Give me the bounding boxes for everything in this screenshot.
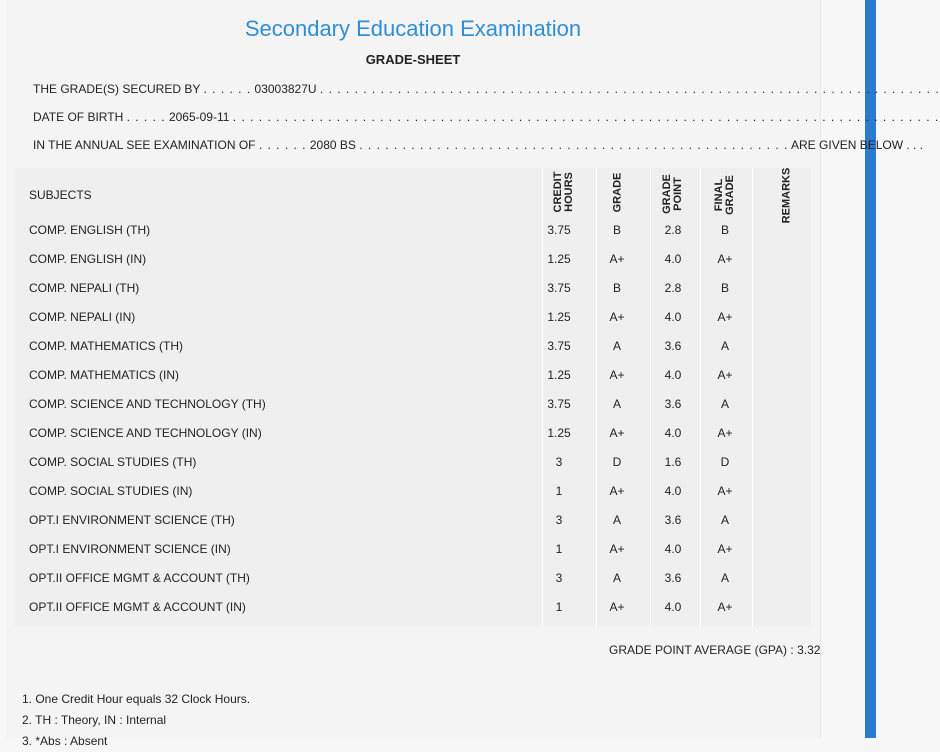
- exam-label: IN THE ANNUAL SEE EXAMINATION OF: [33, 138, 256, 152]
- gpa-label: GRADE POINT AVERAGE (GPA) :: [609, 643, 794, 657]
- table-row: [15, 477, 811, 506]
- footnote: 1. One Credit Hour equals 32 Clock Hours.: [22, 692, 251, 706]
- credit-hours-header: [553, 169, 575, 215]
- final-grade-header: [714, 172, 736, 218]
- grade-header: GRADE: [611, 172, 624, 213]
- gpa-value: 3.32: [797, 643, 821, 657]
- grade-point-header-line2: POINT: [672, 177, 684, 211]
- grade-point-cell: 4.0: [664, 426, 682, 440]
- credit-hours-cell: 1: [555, 484, 563, 498]
- final-grade-cell: A+: [717, 600, 733, 614]
- subject-cell: OPT.I ENVIRONMENT SCIENCE (IN): [29, 542, 231, 556]
- final-grade-cell: A+: [717, 310, 733, 324]
- credit-hours-cell: 3.75: [547, 339, 571, 353]
- table-row: [15, 303, 811, 332]
- dot-leader: . . . . . . . . . . . . . . . . . . . . . . . . . . . . . . . . . . . . . . . . . . . . . . . . . .: [359, 138, 789, 152]
- grade-cell: A+: [609, 600, 625, 614]
- table-row: [15, 419, 811, 448]
- final-grade-cell: A: [720, 571, 729, 585]
- final-grade-cell: A+: [717, 484, 733, 498]
- grade-point-cell: 3.6: [664, 339, 682, 353]
- grade-cell: A+: [609, 542, 625, 556]
- dot-leader: . . . . .: [126, 110, 166, 124]
- subject-cell: COMP. NEPALI (TH): [29, 281, 140, 295]
- credit-hours-cell: 1.25: [547, 310, 571, 324]
- secured-by-label: THE GRADE(S) SECURED BY: [33, 82, 201, 96]
- grade-cell: A+: [609, 484, 625, 498]
- grade-point-cell: 3.6: [664, 571, 682, 585]
- subject-cell: COMP. SOCIAL STUDIES (TH): [29, 455, 197, 469]
- grade-point-cell: 4.0: [664, 484, 682, 498]
- sheet-subtitle: GRADE-SHEET: [365, 52, 461, 67]
- subject-cell: COMP. SOCIAL STUDIES (IN): [29, 484, 193, 498]
- final-grade-cell: B: [720, 223, 729, 237]
- exam-suffix: ARE GIVEN BELOW . . .: [791, 138, 924, 152]
- table-row: [15, 274, 811, 303]
- grade-cell: A+: [609, 368, 625, 382]
- final-grade-cell: A: [720, 397, 729, 411]
- credit-hours-cell: 3: [555, 513, 563, 527]
- grade-cell: D: [612, 455, 622, 469]
- grade-point-cell: 2.8: [664, 281, 682, 295]
- table-row: [15, 535, 811, 564]
- credit-hours-cell: 3.75: [547, 281, 571, 295]
- subject-cell: COMP. SCIENCE AND TECHNOLOGY (IN): [29, 426, 262, 440]
- credit-hours-header-line2: HOURS: [563, 172, 575, 212]
- grade-cell: A: [612, 397, 621, 411]
- table-row: [15, 332, 811, 361]
- credit-hours-cell: 3.75: [547, 397, 571, 411]
- grade-cell: B: [612, 281, 621, 295]
- grade-point-cell: 4.0: [664, 368, 682, 382]
- grade-cell: A: [612, 339, 621, 353]
- dot-leader: . . . . . . . . . . . . . . . . . . . . . . . . . . . . . . . . . . . . . . . . . . . . . . . . . . . . . . . . . . . . . . . . . . . . . . . . . . . . . . . . . .: [232, 110, 940, 124]
- remarks-header: REMARKS: [780, 167, 793, 224]
- subject-cell: COMP. ENGLISH (TH): [29, 223, 151, 237]
- subject-cell: COMP. MATHEMATICS (IN): [29, 368, 179, 382]
- subject-cell: OPT.II OFFICE MGMT & ACCOUNT (TH): [29, 571, 250, 585]
- table-row: [15, 506, 811, 535]
- exam-title: Secondary Education Examination: [244, 16, 582, 41]
- credit-hours-header-line1: CREDIT: [552, 171, 564, 213]
- grade-cell: A+: [609, 426, 625, 440]
- subject-cell: COMP. ENGLISH (IN): [29, 252, 147, 266]
- final-grade-cell: A: [720, 339, 729, 353]
- final-grade-cell: D: [720, 455, 730, 469]
- grade-cell: A+: [609, 252, 625, 266]
- table-row: [15, 361, 811, 390]
- symbol-number: 03003827U: [254, 82, 317, 96]
- table-row: [15, 448, 811, 477]
- credit-hours-cell: 3.75: [547, 223, 571, 237]
- dot-leader: . . . . . . . . . . . . . . . . . . . . . . . . . . . . . . . . . . . . . . . . . . . . . . . . . . . . . . . . . . . . . . . . . . . . . . . .: [319, 82, 940, 96]
- credit-hours-cell: 3: [555, 455, 563, 469]
- dob-line: [33, 110, 939, 124]
- subject-cell: COMP. NEPALI (IN): [29, 310, 136, 324]
- subject-cell: OPT.I ENVIRONMENT SCIENCE (TH): [29, 513, 235, 527]
- grade-point-header-line1: GRADE: [661, 174, 673, 214]
- grade-point-cell: 4.0: [664, 310, 682, 324]
- dob-label: DATE OF BIRTH: [33, 110, 124, 124]
- grade-point-cell: 2.8: [664, 223, 682, 237]
- credit-hours-cell: 3: [555, 571, 563, 585]
- credit-hours-cell: 1.25: [547, 368, 571, 382]
- grade-point-cell: 4.0: [664, 600, 682, 614]
- footnote: 3. *Abs : Absent: [22, 734, 108, 748]
- final-grade-cell: B: [720, 281, 729, 295]
- table-row: [15, 593, 811, 622]
- final-grade-cell: A+: [717, 368, 733, 382]
- table-row: [15, 390, 811, 419]
- dot-leader: . . . . . .: [203, 82, 252, 96]
- table-row: [15, 245, 811, 274]
- table-row: [15, 216, 811, 245]
- subject-cell: COMP. SCIENCE AND TECHNOLOGY (TH): [29, 397, 266, 411]
- credit-hours-cell: 1: [555, 542, 563, 556]
- grade-point-cell: 1.6: [664, 455, 682, 469]
- grade-cell: A+: [609, 310, 625, 324]
- table-row: [15, 564, 811, 593]
- grade-point-header: [662, 171, 684, 217]
- credit-hours-cell: 1.25: [547, 426, 571, 440]
- credit-hours-cell: 1: [555, 600, 563, 614]
- date-of-birth: 2065-09-11: [168, 110, 230, 124]
- final-grade-cell: A+: [717, 542, 733, 556]
- subject-cell: OPT.II OFFICE MGMT & ACCOUNT (IN): [29, 600, 246, 614]
- footnotes: [22, 689, 250, 752]
- grade-point-cell: 3.6: [664, 397, 682, 411]
- credit-hours-cell: 1.25: [547, 252, 571, 266]
- dot-leader: . . . . . .: [258, 138, 307, 152]
- grade-point-cell: 4.0: [664, 542, 682, 556]
- subject-cell: COMP. MATHEMATICS (TH): [29, 339, 183, 353]
- exam-line: [33, 138, 923, 152]
- final-grade-cell: A: [720, 513, 729, 527]
- final-grade-header-line1: FINAL: [713, 178, 725, 212]
- footnote: 2. TH : Theory, IN : Internal: [22, 713, 167, 727]
- grade-cell: B: [612, 223, 621, 237]
- final-grade-cell: A+: [717, 252, 733, 266]
- exam-year: 2080 BS: [309, 138, 356, 152]
- gpa-summary: [609, 643, 820, 657]
- subjects-header: SUBJECTS: [29, 188, 92, 202]
- grade-point-cell: 3.6: [664, 513, 682, 527]
- final-grade-cell: A+: [717, 426, 733, 440]
- final-grade-header-line2: GRADE: [724, 175, 736, 215]
- grade-point-cell: 4.0: [664, 252, 682, 266]
- secured-by-line: [33, 82, 940, 96]
- grade-cell: A: [612, 571, 621, 585]
- grade-cell: A: [612, 513, 621, 527]
